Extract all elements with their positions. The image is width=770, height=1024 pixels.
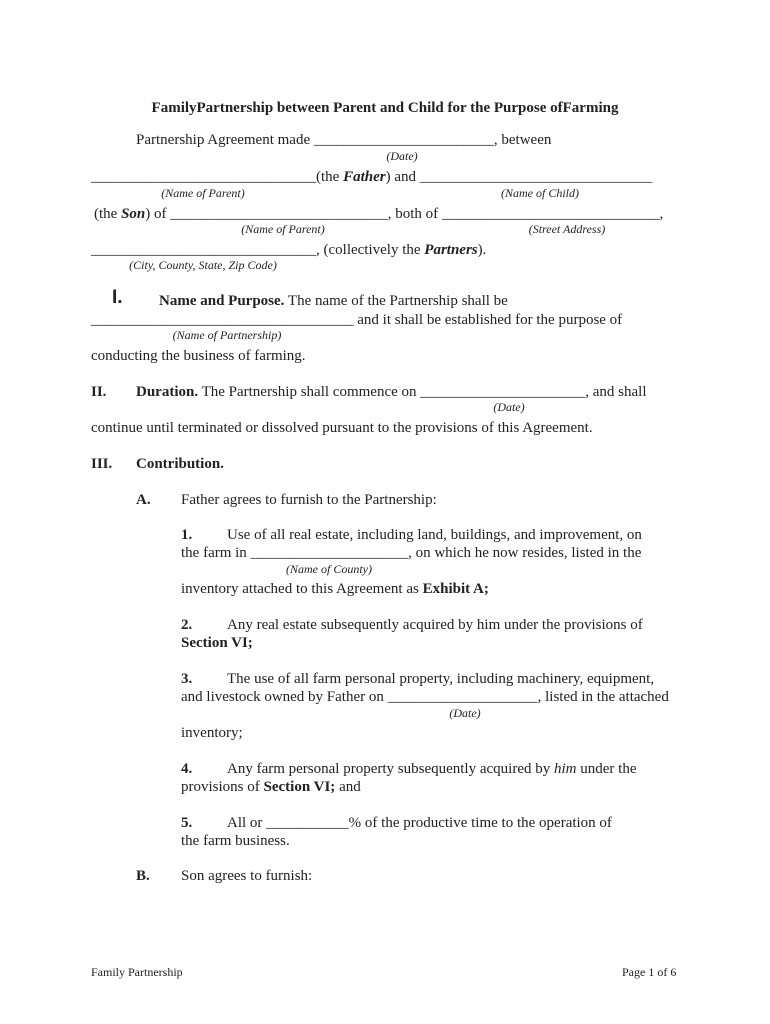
item-1-line-2 xyxy=(181,544,641,562)
item-5-number: 5. xyxy=(181,815,193,831)
intro-text: ) and xyxy=(385,169,420,185)
footer-left: Family Partnership xyxy=(91,965,183,979)
item-text: , on which he now resides, listed in the xyxy=(408,545,642,561)
parent-name-blank-2[interactable]: _____________________________ xyxy=(170,206,388,222)
section-2-line-1 xyxy=(136,383,647,401)
item-3-line-3: inventory; xyxy=(181,725,243,741)
intro-text: , xyxy=(659,206,664,222)
intro-line-4 xyxy=(91,241,486,259)
date-caption: (Date) xyxy=(386,149,418,163)
section-text: The Partnership shall commence on xyxy=(198,384,421,400)
intro-text: (the xyxy=(316,169,344,185)
intro-text: Partnership Agreement made xyxy=(136,132,314,148)
subsection-a-text: Father agrees to furnish to the Partnership: xyxy=(181,492,437,508)
exhibit-a-ref: Exhibit A; xyxy=(422,581,489,597)
section-text: , and shall xyxy=(585,384,647,400)
item-3-line-2 xyxy=(181,688,669,706)
intro-text: , both of xyxy=(387,206,442,222)
item-1-number: 1. xyxy=(181,527,193,543)
son-term: Son xyxy=(121,206,146,222)
section-1-line-1 xyxy=(159,292,508,310)
child-name-blank[interactable]: _______________________________ xyxy=(419,169,653,185)
item-text: and livestock owned by Father on xyxy=(181,689,388,705)
section-vi-ref: Section VI; xyxy=(263,779,336,795)
section-1-heading: Name and Purpose. xyxy=(159,293,285,309)
item-5-line-2: the farm business. xyxy=(181,833,290,849)
street-address-blank[interactable]: _____________________________ xyxy=(441,206,660,222)
section-2-number: II. xyxy=(91,384,107,400)
item-italic: him xyxy=(554,761,577,777)
section-text: and it shall be established for the purpose of xyxy=(353,312,623,328)
section-3-heading: Contribution. xyxy=(136,456,224,472)
item-text: Any farm personal property subsequently acquired by xyxy=(227,761,554,777)
item-2-line-2: Section VI; xyxy=(181,635,253,651)
item-text: provisions of xyxy=(181,779,264,795)
father-date-blank[interactable]: ____________________ xyxy=(387,689,538,705)
item-text: % of the productive time to the operation of xyxy=(348,815,612,831)
section-text: The name of the Partnership shall be xyxy=(284,293,508,309)
item-2-number: 2. xyxy=(181,617,193,633)
intro-text: , (collectively the xyxy=(316,242,425,258)
intro-text: , between xyxy=(493,132,552,148)
intro-line-2 xyxy=(91,168,652,186)
city-blank[interactable]: ______________________________ xyxy=(91,242,316,258)
intro-text: (the xyxy=(94,206,122,222)
intro-text: ) of xyxy=(145,206,171,222)
item-text: , listed in the attached xyxy=(537,689,669,705)
partnership-caption: (Name of Partnership) xyxy=(172,328,282,342)
item-2-line-1: Any real estate subsequently acquired by him under the provisions of xyxy=(227,617,643,633)
subsection-b-text: Son agrees to furnish: xyxy=(181,868,313,884)
commence-date-blank[interactable]: ______________________ xyxy=(420,384,586,400)
section-3-number: III. xyxy=(91,456,113,472)
county-blank[interactable]: _____________________ xyxy=(250,545,409,561)
item-text: inventory attached to this Agreement as xyxy=(181,581,423,597)
item-4-line-1 xyxy=(227,760,636,778)
item-text: the farm in xyxy=(181,545,251,561)
section-1-line-2 xyxy=(91,311,622,329)
date-caption-2: (Date) xyxy=(493,400,525,414)
section-2-heading: Duration. xyxy=(136,384,199,400)
item-4-line-2 xyxy=(181,778,361,796)
county-caption: (Name of County) xyxy=(286,562,372,576)
item-4-number: 4. xyxy=(181,761,193,777)
parent-caption-2: (Name of Parent) xyxy=(241,222,325,236)
partnership-name-blank[interactable]: ___________________________________ xyxy=(91,312,354,328)
item-1-line-3 xyxy=(181,580,489,598)
item-5-line-1 xyxy=(227,814,612,832)
item-text: and xyxy=(335,779,361,795)
percent-blank[interactable]: ___________ xyxy=(266,815,349,831)
date-blank[interactable]: ________________________ xyxy=(313,132,494,148)
date-caption-3: (Date) xyxy=(449,706,481,720)
section-1-line-3: conducting the business of farming. xyxy=(91,348,306,364)
intro-line-1 xyxy=(136,131,551,149)
intro-text: ). xyxy=(477,242,487,258)
section-2-line-2: continue until terminated or dissolved pursuant to the provisions of this Agreement. xyxy=(91,420,593,436)
parent-name-blank[interactable]: ______________________________ xyxy=(91,169,316,185)
city-caption: (City, County, State, Zip Code) xyxy=(129,258,277,272)
child-caption: (Name of Child) xyxy=(501,186,579,200)
item-3-number: 3. xyxy=(181,671,193,687)
partners-term: Partners xyxy=(424,242,478,258)
item-3-line-1: The use of all farm personal property, including machinery, equipment, xyxy=(227,671,655,687)
page-number: Page 1 of 6 xyxy=(622,965,677,979)
section-1-number: I. xyxy=(112,287,123,308)
item-1-line-1: Use of all real estate, including land, buildings, and improvement, on xyxy=(227,527,642,543)
street-caption: (Street Address) xyxy=(528,222,606,236)
parent-caption: (Name of Parent) xyxy=(161,186,245,200)
document-title: FamilyPartnership between Parent and Child for the Purpose ofFarming xyxy=(151,100,619,116)
item-text: under the xyxy=(576,761,637,777)
subsection-a-label: A. xyxy=(136,492,151,508)
subsection-b-label: B. xyxy=(136,868,150,884)
intro-line-3 xyxy=(94,205,663,223)
father-term: Father xyxy=(343,169,386,185)
item-text: All or xyxy=(227,815,267,831)
